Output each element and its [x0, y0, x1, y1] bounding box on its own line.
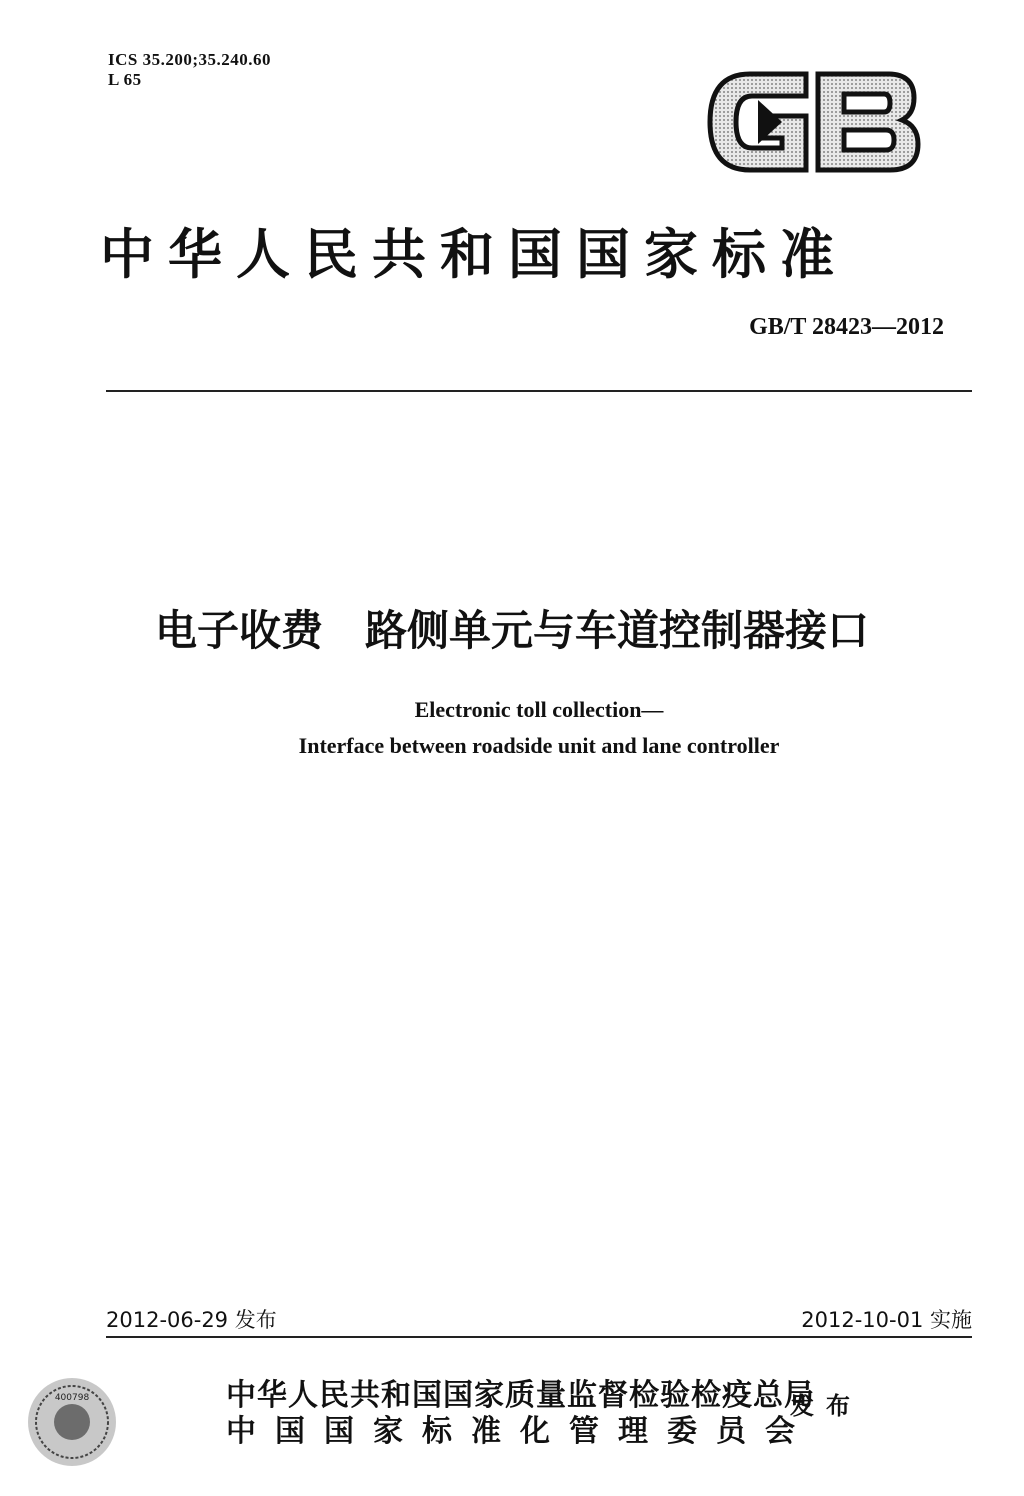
classification-codes — [108, 50, 271, 90]
chinese-title: 电子收费 路侧单元与车道控制器接口 — [154, 606, 869, 655]
standard-number: GB/T 28423—2012 — [749, 314, 944, 340]
top-divider — [106, 390, 972, 392]
ics-code: ICS 35.200;35.240.60 — [108, 50, 272, 69]
issue-date: 2012-06-29 发布 — [106, 1308, 277, 1332]
issuer-aqsiq: 中华人民共和国国家质量监督检验检疫总局 — [226, 1378, 815, 1413]
issuer-sac: 中国国家标准化管理委员会 — [226, 1414, 814, 1449]
svg-text:400798: 400798 — [54, 1393, 90, 1403]
english-title-line2: Interface between roadside unit and lane controller — [298, 733, 780, 758]
english-title — [0, 692, 1024, 764]
publish-label: 发布 — [790, 1391, 862, 1420]
issuer-seal-icon — [22, 1372, 122, 1472]
english-title-line1: Electronic toll collection— — [414, 697, 664, 722]
national-standard-title: 中华人民共和国国家标准 — [100, 222, 848, 286]
bottom-divider — [106, 1336, 972, 1338]
ccs-code: L 65 — [108, 70, 142, 89]
implementation-date: 2012-10-01 实施 — [801, 1308, 972, 1332]
gb-logo-icon — [706, 66, 922, 178]
